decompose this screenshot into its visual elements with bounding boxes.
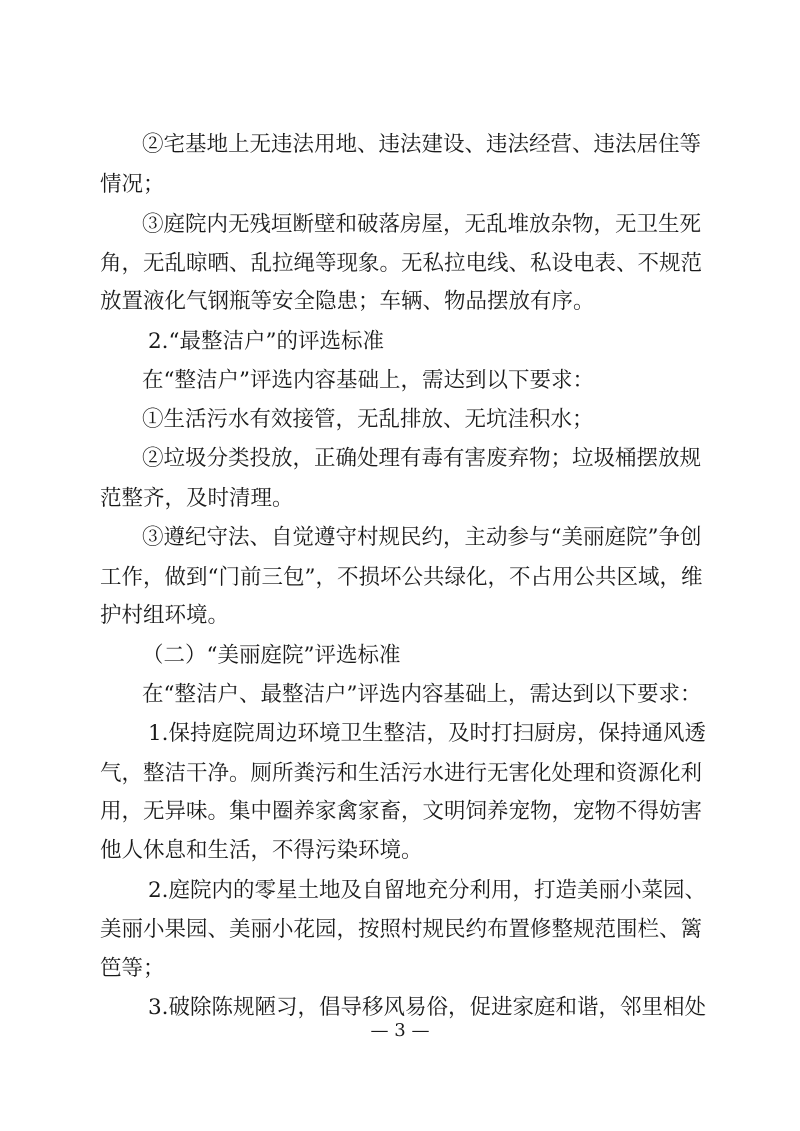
paragraph-line: 护村组环境。 bbox=[100, 603, 230, 628]
paragraph-line: 在“整洁户”评选内容基础上，需达到以下要求： bbox=[142, 368, 594, 393]
section-heading: （二）“美丽庭院”评选标准 bbox=[142, 643, 401, 668]
paragraph-line: 1.保持庭院周边环境卫生整洁，及时打扫厨房，保持通风透 bbox=[148, 721, 707, 746]
paragraph-line: 笆等； bbox=[100, 956, 165, 981]
paragraph-line: 在“整洁户、最整洁户”评选内容基础上，需达到以下要求： bbox=[142, 682, 702, 707]
paragraph-line: ③庭院内无残垣断壁和破落房屋，无乱堆放杂物，无卫生死 bbox=[142, 212, 702, 237]
paragraph-line: ①生活污水有效接管，无乱排放、无坑洼积水； bbox=[142, 407, 594, 432]
paragraph-line: 他人休息和生活，不得污染环境。 bbox=[100, 838, 423, 863]
paragraph-line: 工作，做到“门前三包”，不损坏公共绿化，不占用公共区域，维 bbox=[100, 565, 703, 590]
paragraph-line: 角，无乱晾晒、乱拉绳等现象。无私拉电线、私设电表、不规范 bbox=[100, 251, 703, 276]
page-number: — 3 — bbox=[370, 1020, 430, 1041]
paragraph-line: 美丽小果园、美丽小花园，按照村规民约布置修整规范围栏、篱 bbox=[100, 917, 703, 942]
paragraph-line: 2.庭院内的零星土地及自留地充分利用，打造美丽小菜园、 bbox=[148, 878, 707, 903]
paragraph-line: 范整齐，及时清理。 bbox=[100, 486, 294, 511]
paragraph-line: 用，无异味。集中圈养家禽家畜，文明饲养宠物，宠物不得妨害 bbox=[100, 799, 703, 824]
paragraph-line: 放置液化气钢瓶等安全隐患；车辆、物品摆放有序。 bbox=[100, 289, 595, 314]
section-heading: 2.“最整洁户”的评选标准 bbox=[148, 329, 384, 354]
paragraph-line: 3.破除陈规陋习，倡导移风易俗，促进家庭和谐，邻里相处 bbox=[148, 995, 707, 1020]
paragraph-line: ②垃圾分类投放，正确处理有毒有害废弃物；垃圾桶摆放规 bbox=[142, 446, 702, 471]
paragraph-line: 气，整洁干净。厕所粪污和生活污水进行无害化处理和资源化利 bbox=[100, 761, 703, 786]
paragraph-line: 情况； bbox=[100, 172, 165, 197]
paragraph-line: ③遵纪守法、自觉遵守村规民约，主动参与“美丽庭院”争创 bbox=[142, 525, 702, 550]
paragraph-line: ②宅基地上无违法用地、违法建设、违法经营、违法居住等 bbox=[142, 132, 702, 157]
